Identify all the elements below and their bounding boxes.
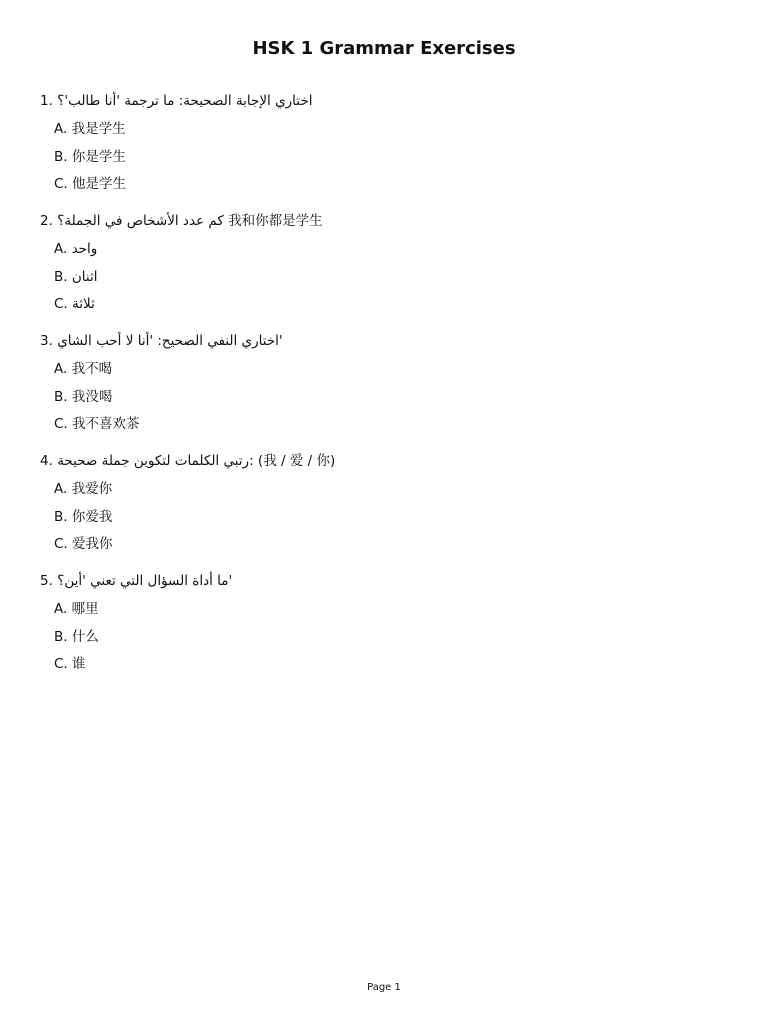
answer-option[interactable]: [40, 478, 730, 500]
option-letter: C.: [54, 416, 68, 432]
option-text: 爱我你: [72, 536, 113, 552]
question-text: [40, 330, 730, 352]
option-text: 我是学生: [71, 121, 126, 137]
answer-option[interactable]: [40, 238, 730, 260]
answer-option[interactable]: [40, 386, 730, 408]
option-text: 我不喜欢茶: [72, 416, 140, 432]
answer-option[interactable]: [40, 118, 730, 140]
question-text: [40, 570, 730, 592]
question-number: 5.: [40, 573, 53, 589]
question-body: اختاري الإجابة الصحيحة: ما ترجمة 'أنا طالب'؟: [57, 93, 313, 109]
question-number: 1.: [40, 93, 53, 109]
option-text: 我不喝: [71, 361, 113, 377]
option-text: ثلاثة: [72, 296, 95, 312]
question-text: [40, 210, 730, 232]
question-text: [40, 450, 730, 472]
option-letter: A.: [54, 601, 68, 617]
question: [40, 330, 730, 435]
option-letter: A.: [54, 241, 68, 257]
option-text: 他是学生: [72, 176, 127, 192]
answer-option[interactable]: [40, 598, 730, 620]
option-letter: C.: [54, 536, 68, 552]
answer-option[interactable]: [40, 413, 730, 435]
option-text: 哪里: [71, 601, 99, 617]
option-letter: A.: [54, 121, 68, 137]
option-letter: B.: [54, 388, 68, 405]
question-body: ما أداة السؤال التي تعني 'أين؟': [57, 573, 233, 589]
option-letter: B.: [54, 508, 68, 525]
answer-option[interactable]: [40, 506, 730, 528]
question-body: كم عدد الأشخاص في الجملة؟ 我和你都是学生: [57, 213, 323, 229]
question-body: اختاري النفي الصحيح: 'أنا لا أحب الشاي': [57, 333, 283, 349]
option-text: 你爱我: [71, 508, 113, 525]
option-text: 我爱你: [71, 481, 113, 497]
option-letter: C.: [54, 296, 68, 312]
question: [40, 570, 730, 675]
option-text: اثنان: [71, 268, 98, 285]
option-letter: C.: [54, 176, 68, 192]
answer-option[interactable]: [40, 173, 730, 195]
question: [40, 450, 730, 555]
page-number: Page 1: [367, 982, 401, 993]
option-text: 谁: [72, 656, 86, 672]
question-number: 2.: [40, 213, 53, 229]
option-text: 我没喝: [71, 388, 113, 405]
answer-option[interactable]: [40, 293, 730, 315]
answer-option[interactable]: [40, 146, 730, 168]
option-letter: B.: [54, 628, 68, 645]
option-text: واحد: [71, 241, 98, 257]
question: [40, 210, 730, 315]
option-text: 你是学生: [71, 148, 126, 165]
answer-option[interactable]: [40, 266, 730, 288]
answer-option[interactable]: [40, 626, 730, 648]
option-letter: A.: [54, 361, 68, 377]
answer-option[interactable]: [40, 358, 730, 380]
option-letter: C.: [54, 656, 68, 672]
question: [40, 90, 730, 195]
option-letter: A.: [54, 481, 68, 497]
option-text: 什么: [71, 628, 99, 645]
option-letter: B.: [54, 268, 68, 285]
answer-option[interactable]: [40, 653, 730, 675]
question-body: رتبي الكلمات لتكوين جملة صحيحة: (我 / 爱 / 你): [57, 453, 336, 469]
option-letter: B.: [54, 148, 68, 165]
question-list: [40, 90, 730, 690]
question-text: [40, 90, 730, 112]
answer-option[interactable]: [40, 533, 730, 555]
question-number: 4.: [40, 453, 53, 469]
question-number: 3.: [40, 333, 53, 349]
page-title: HSK 1 Grammar Exercises: [252, 38, 516, 59]
